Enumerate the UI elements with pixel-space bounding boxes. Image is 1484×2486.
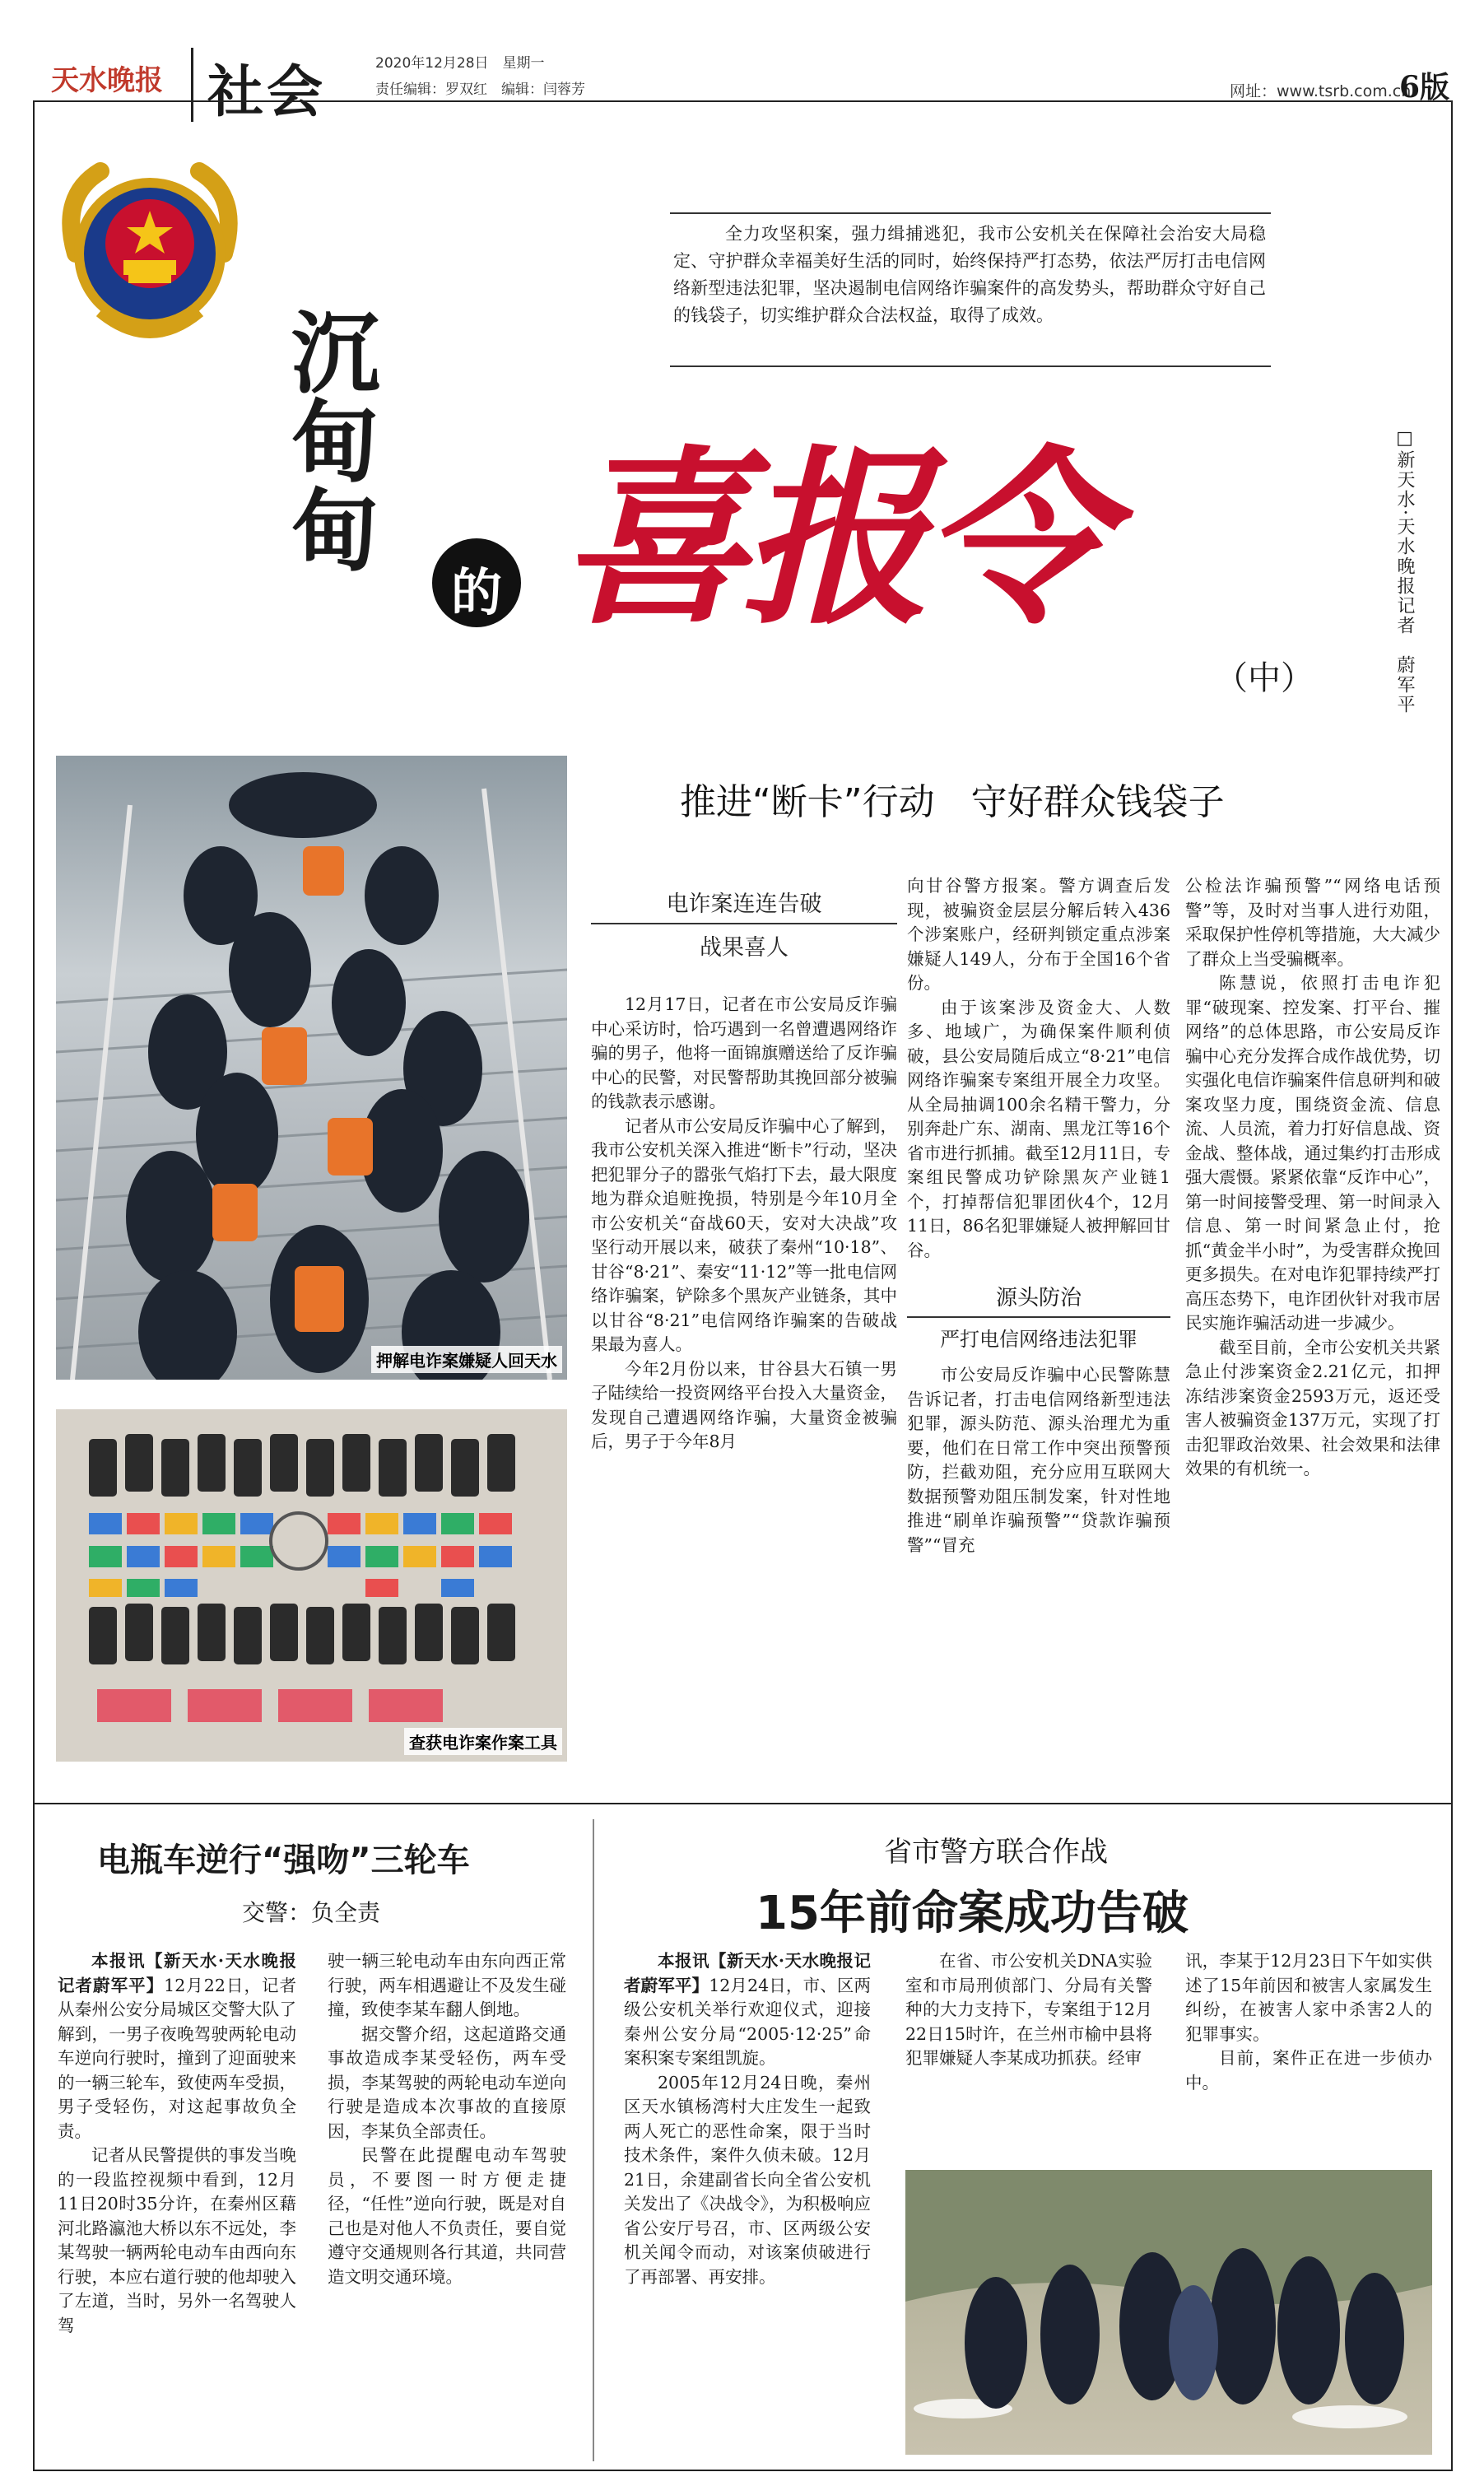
feature-col1-p2: 记者从市公安局反诈骗中心了解到，我市公安机关深入推进“断卡”行动，坚决把犯罪分子的嚣张气焰打下去，最大限度地为群众追赃挽损，特别是今年10月全市公安机关“奋战60天，安对大决战”攻坚行动开展以来，破获了秦州“10·18”、甘谷“8·21”、秦安“11·12”等一批电信网络诈骗案，铲除多个黑灰产业链条，其中以甘谷“8·21”电信网络诈骗案的告破战果最为喜人。 [591, 1115, 897, 1354]
masthead [0, 0, 1484, 125]
section-divider [33, 1803, 1453, 1804]
police-emblem-icon [43, 147, 257, 361]
feature-col-3 [1185, 874, 1440, 1482]
feature-reporter: □新天水·天水晚报记者 蔚军平 [1394, 428, 1415, 715]
masthead-date: 2020年12月28日 星期一 [375, 55, 545, 72]
police-emblem [43, 147, 257, 361]
story3-col-b [905, 1949, 1152, 2071]
evidence-photo-caption: 查获电诈案作案工具 [404, 1728, 562, 1755]
story3-colC-p2: 目前，案件正在进一步侦办中。 [1185, 2048, 1432, 2093]
story2-byline: 本报讯【新天水·天水晚报记者蔚军平】 [58, 1951, 296, 1995]
feature-subhead-2-line2: 严打电信网络违法犯罪 [940, 1328, 1137, 1351]
feature-col3-p3: 截至目前，全市公安机关共紧急止付涉案资金2.21亿元，扣押冻结涉案资金2593万元，返还受害人被骗资金137万元，实现了打击犯罪政治效果、社会效果和法律效果的有机统一。 [1185, 1337, 1440, 1478]
feature-title-part1: 沉甸甸 [276, 306, 379, 573]
story2-subhead: 交警：负全责 [242, 1899, 381, 1926]
feature-subhead-2 [907, 1281, 1170, 1352]
feature-subhead-1-line1: 电诈案连连告破 [591, 886, 897, 924]
masthead-editors: 责任编辑：罗双红 编辑：闫蓉芳 [375, 81, 585, 98]
story2-colA-p2: 记者从民警提供的事发当晚的一段监控视频中看到，12月11日20时35分许，在秦州区藉河北路瀛池大桥以东不远处，李某驾驶一辆两轮电动车由西向东行驶，本应右道行驶的他却驶入了左道，当时，另外一名驾驶人驾 [58, 2145, 296, 2335]
feature-title-de: 的 [450, 562, 502, 622]
story3-colB-p1: 在省、市公安机关DNA实验室和市局刑侦部门、分局有关警种的大力支持下，专案组于12月22日15时许，在兰州市榆中县将犯罪嫌疑人李某成功抓获。经审 [905, 1951, 1152, 2068]
evidence-photo [56, 1409, 567, 1762]
page-number: 6版 [1399, 70, 1450, 105]
story2-col-a [58, 1949, 296, 2338]
feature-col2-p2: 由于该案涉及资金大、人数多、地域广，为确保案件顺利侦破，县公安局随后成立“8·21”电信网络诈骗案专案组开展全力攻坚。从全局抽调100余名精干警力，分别奔赴广东、湖南、黑龙江等16个省市进行抓捕。截至12月11日，专案组民警成功铲除黑灰产业链1个，打掉帮信犯罪团伙4个，12月11日，86名犯罪嫌疑人被押解回甘谷。 [907, 997, 1170, 1260]
feature-intro [673, 221, 1266, 329]
feature-intro-rule [670, 212, 1271, 214]
story3-kicker: 省市警方联合作战 [884, 1836, 1108, 1869]
feature-headline: 推进“断卡”行动 守好群众钱袋子 [680, 781, 1225, 823]
arrest-photo [905, 2170, 1432, 2455]
feature-col3-p2: 陈慧说，依照打击电诈犯罪“破现案、控发案、打平台、摧网络”的总体思路，市公安局反诈骗中心充分发挥合成作战优势，切实强化电信诈骗案件信息研判和破案攻坚力度，围绕资金流、信息流、人员流，着力打好信息战、资金战、整体战，通过集约打击形成强大震慑。紧紧依靠“反诈中心”，第一时间接警受理、第一时间录入信息、第一时间紧急止付，抢抓“黄金半小时”，为受害群众挽回更多损失。在对电诈犯罪持续严打高压态势下，电诈团伙针对我市居民实施诈骗活动进一步减少。 [1185, 973, 1440, 1333]
feature-subhead-1 [591, 886, 897, 961]
feature-intro-rule-bottom [670, 365, 1271, 367]
escort-photo [56, 756, 567, 1380]
feature-col1-p3: 今年2月份以来，甘谷县大石镇一男子陆续给一投资网络平台投入大量资金，发现自己遭遇网络诈骗，大量资金被骗后，男子于今年8月 [591, 1358, 897, 1451]
escort-photo-caption: 押解电诈案嫌疑人回天水 [371, 1346, 562, 1373]
arrest-photo-scene [905, 2170, 1432, 2455]
section-name: 社会 [207, 59, 327, 125]
escort-photo-scene [56, 756, 567, 1380]
story3-colC-p1: 讯，李某于12月23日下午如实供述了15年前因和被害人家属发生纠纷，在被害人家中杀害2人的犯罪事实。 [1185, 1951, 1432, 2044]
feature-title-big: 喜报令 [560, 428, 1103, 650]
story2-headline: 电瓶车逆行“强吻”三轮车 [97, 1841, 470, 1879]
feature-title-suffix: （中） [1215, 659, 1314, 697]
feature-col-2 [907, 874, 1170, 1557]
story3-col-a [624, 1949, 871, 2289]
story2-colB-p3: 民警在此提醒电动车驾驶员，不要图一时方便走捷径，“任性”逆向行驶，既是对自己也是对他人不负责任，要自觉遵守交通规则各行其道，共同营造文明交通环境。 [328, 2145, 566, 2287]
feature-col2-p1: 向甘谷警方报案。警方调查后发现，被骗资金层层分解后转入436个涉案账户，经研判锁定重点涉案嫌疑人149人，分布于全国16个省份。 [907, 876, 1170, 993]
story2-colA-p1-text: 12月22日，记者从秦州公安分局城区交警大队了解到，一男子夜晚驾驶两轮电动车逆向行驶时，撞到了迎面驶来的一辆三轮车，致使两车受损，男子受轻伤，对这起事故负全责。 [58, 1975, 297, 2141]
feature-col2-p3: 市公安局反诈骗中心民警陈慧告诉记者，打击电信网络新型违法犯罪，源头防范、源头治理尤为重要，他们在日常工作中突出预警预防，拦截劝阻，充分应用互联网大数据预警劝阻压制发案，针对性地推进“刷单诈骗预警”“贷款诈骗预警”“冒充 [907, 1365, 1170, 1555]
feature-subhead-1-line2: 战果喜人 [700, 935, 789, 961]
feature-col-1 [591, 993, 897, 1455]
story2-colB-p1: 驶一辆三轮电动车由东向西正常行驶，两车相遇避让不及发生碰撞，致使李某车翻人倒地。 [328, 1951, 566, 2019]
story3-byline: 本报讯【新天水·天水晚报记者蔚军平】 [624, 1951, 871, 1995]
paper-name: 天水晚报 [51, 64, 163, 97]
story2-colA-p1 [58, 1949, 296, 2144]
feature-col1-p1: 12月17日，记者在市公安局反诈骗中心采访时，恰巧遇到一名曾遭遇网络诈骗的男子，他将一面锦旗赠送给了反诈骗中心的民警，对民警帮助其挽回部分被骗的钱款表示感谢。 [591, 994, 897, 1111]
story-divider [593, 1819, 594, 2461]
feature-intro-text: 全力攻坚积案，强力缉捕逃犯，我市公安机关在保障社会治安大局稳定、守护群众幸福美好生活的同时，始终保持严打态势，依法严厉打击电信网络新型违法犯罪，坚决遏制电信网络诈骗案件的高发势头，帮助群众守好自己的钱袋子，切实维护群众合法权益，取得了成效。 [673, 224, 1266, 325]
feature-col3-p1: 公检法诈骗预警”“网络电话预警”等，及时对当事人进行劝阻，采取保护性停机等措施，大大减少了群众上当受骗概率。 [1185, 876, 1440, 969]
masthead-website: 网址：www.tsrb.com.cn [1230, 82, 1412, 100]
story3-colA-p1 [624, 1949, 871, 2071]
story3-col-c [1185, 1949, 1432, 2095]
story2-col-b [328, 1949, 566, 2289]
evidence-photo-scene [56, 1409, 567, 1762]
story2-colB-p2: 据交警介绍，这起道路交通事故造成李某受轻伤，两车受损，李某驾驶的两轮电动车逆向行驶是造成本次事故的直接原因，李某负全部责任。 [328, 2023, 566, 2141]
feature-subhead-2-line1: 源头防治 [907, 1281, 1170, 1318]
story3-headline: 15年前命案成功告破 [756, 1887, 1189, 1940]
story3-colA-p2: 2005年12月24日晚，秦州区天水镇杨湾村大庄发生一起致两人死亡的恶性命案，限于当时技术条件，案件久侦未破。12月21日，余建副省长向全省公安机关发出了《决战令》，为积极响应省公安厅号召，市、区两级公安机关闻令而动，对该案侦破进行了再部署、再安排。 [624, 2072, 871, 2287]
story3-colA-p1-text: 12月24日，市、区两级公安机关举行欢迎仪式，迎接秦州公安分局“2005·12·25”命案积案专案组凯旋。 [624, 1975, 871, 2068]
